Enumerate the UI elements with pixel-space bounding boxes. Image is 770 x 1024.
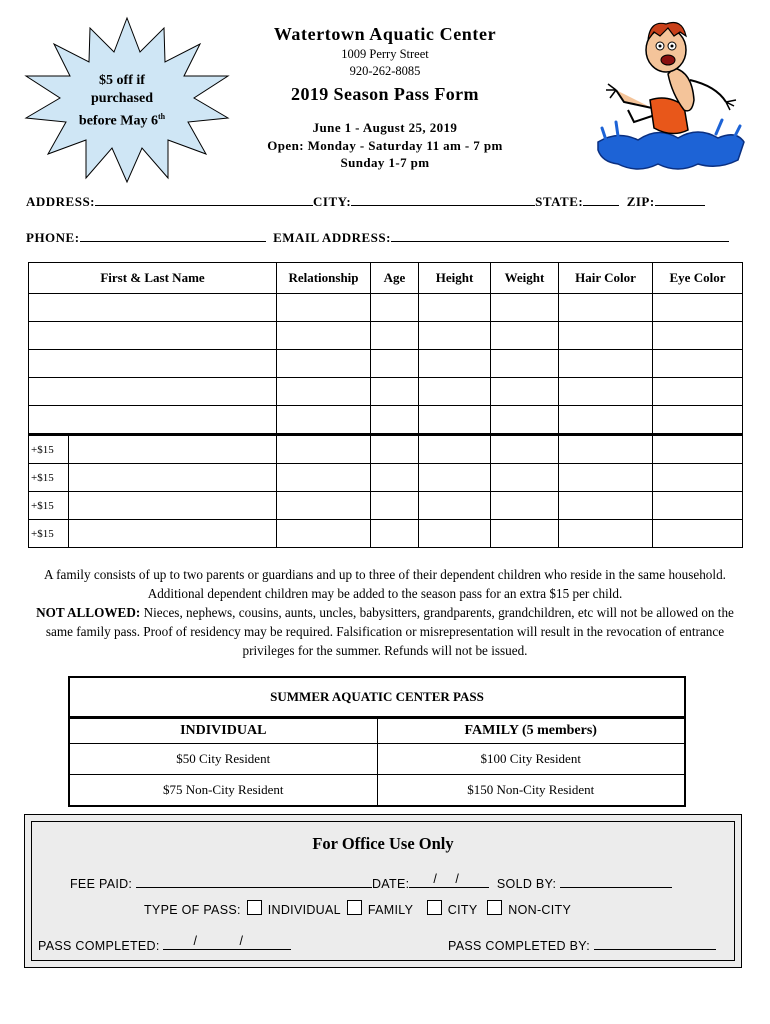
table-cell[interactable] — [371, 520, 419, 548]
table-cell[interactable] — [653, 406, 743, 435]
address-field[interactable] — [95, 192, 313, 206]
fee-paid-line — [70, 874, 672, 891]
phone-line — [26, 228, 729, 246]
table-cell[interactable] — [277, 492, 371, 520]
table-cell[interactable] — [29, 322, 277, 350]
sold-by-field[interactable] — [560, 874, 672, 888]
table-cell[interactable] — [29, 294, 277, 322]
individual-checkbox[interactable] — [247, 900, 262, 915]
fee-paid-label: FEE PAID: — [70, 877, 133, 891]
extra-fee-label: +$15 — [29, 520, 69, 548]
pass-completed-by-label: PASS COMPLETED BY: — [448, 939, 591, 953]
family-header: FAMILY (5 members) — [377, 718, 685, 744]
pass-completed-date-field[interactable]: / / — [163, 936, 291, 950]
table-cell[interactable] — [559, 350, 653, 378]
non-city-option: NON-CITY — [508, 903, 572, 917]
extra-fee-label: +$15 — [29, 464, 69, 492]
table-row — [29, 406, 743, 435]
table-cell[interactable] — [653, 294, 743, 322]
email-label: EMAIL ADDRESS: — [273, 230, 391, 245]
table-cell[interactable] — [491, 378, 559, 406]
table-cell[interactable] — [491, 406, 559, 435]
date-label: DATE: — [371, 877, 410, 891]
table-cell[interactable] — [419, 294, 491, 322]
not-allowed-label: NOT ALLOWED: — [36, 605, 141, 620]
table-cell[interactable] — [371, 435, 419, 464]
table-cell[interactable] — [277, 464, 371, 492]
phone-label: PHONE: — [26, 230, 80, 245]
individual-option: INDIVIDUAL — [267, 903, 341, 917]
table-cell[interactable] — [559, 520, 653, 548]
city-option: CITY — [447, 903, 478, 917]
non-city-checkbox[interactable] — [487, 900, 502, 915]
table-cell[interactable] — [491, 464, 559, 492]
swimmer-cartoon-icon — [588, 10, 748, 180]
table-row-extra — [29, 520, 743, 548]
table-cell[interactable] — [29, 350, 277, 378]
discount-text: $5 off if purchased before May 6th — [78, 73, 166, 129]
table-cell[interactable] — [419, 406, 491, 435]
table-row — [29, 350, 743, 378]
table-cell[interactable] — [69, 435, 277, 464]
col-header-weight: Weight — [491, 263, 559, 294]
table-cell[interactable] — [491, 520, 559, 548]
col-header-eye-color: Eye Color — [653, 263, 743, 294]
open-hours: Open: Monday - Saturday 11 am - 7 pm — [267, 138, 503, 153]
family-noncity-price: $150 Non-City Resident — [377, 775, 685, 807]
family-city-price: $100 City Resident — [377, 744, 685, 775]
org-phone: 920-262-8085 — [349, 64, 421, 78]
table-cell[interactable] — [491, 294, 559, 322]
table-cell[interactable] — [371, 322, 419, 350]
table-cell[interactable] — [277, 520, 371, 548]
individual-header: INDIVIDUAL — [69, 718, 377, 744]
table-cell[interactable] — [491, 435, 559, 464]
col-header-hair-color: Hair Color — [559, 263, 653, 294]
table-cell[interactable] — [419, 322, 491, 350]
table-cell[interactable] — [419, 378, 491, 406]
phone-field[interactable] — [80, 228, 266, 242]
table-cell[interactable] — [371, 294, 419, 322]
street-address: 1009 Perry Street — [341, 47, 429, 61]
table-cell[interactable] — [559, 294, 653, 322]
form-title: 2019 Season Pass Form — [291, 84, 479, 104]
col-header-relationship: Relationship — [277, 263, 371, 294]
table-cell[interactable] — [559, 464, 653, 492]
table-cell[interactable] — [371, 378, 419, 406]
policy-paragraph — [26, 565, 744, 660]
type-of-pass-label: TYPE OF PASS: — [144, 903, 241, 917]
col-header-height: Height — [419, 263, 491, 294]
office-use-box — [24, 814, 742, 968]
table-cell[interactable] — [653, 322, 743, 350]
table-cell[interactable] — [653, 492, 743, 520]
zip-label: ZIP: — [626, 194, 655, 209]
table-cell[interactable] — [69, 492, 277, 520]
table-cell[interactable] — [419, 492, 491, 520]
col-header-age: Age — [371, 263, 419, 294]
table-cell[interactable] — [277, 406, 371, 435]
table-cell[interactable] — [419, 464, 491, 492]
individual-noncity-price: $75 Non-City Resident — [69, 775, 377, 807]
extra-fee-label: +$15 — [29, 435, 69, 464]
table-cell[interactable] — [653, 350, 743, 378]
address-label: ADDRESS: — [26, 194, 96, 209]
table-cell[interactable] — [277, 294, 371, 322]
table-cell[interactable] — [491, 350, 559, 378]
pricing-title: SUMMER AQUATIC CENTER PASS — [69, 677, 685, 718]
family-option: FAMILY — [367, 903, 414, 917]
table-cell[interactable] — [419, 520, 491, 548]
table-row — [29, 378, 743, 406]
table-cell[interactable] — [69, 464, 277, 492]
address-line — [26, 192, 705, 210]
table-cell[interactable] — [277, 322, 371, 350]
office-title: For Office Use Only — [312, 834, 454, 853]
office-use-inner — [31, 821, 735, 961]
table-row — [29, 294, 743, 322]
table-cell[interactable] — [69, 520, 277, 548]
fee-paid-field[interactable] — [136, 874, 372, 888]
table-cell[interactable] — [371, 464, 419, 492]
family-definition: A family consists of up to two parents or guardians and up to three of their dependent children who reside in the same household. Additional dependent children may be added to the season pass for an extra $15 per child. — [44, 567, 726, 601]
city-label: CITY: — [313, 194, 352, 209]
org-name: Watertown Aquatic Center — [273, 24, 497, 44]
col-header-name: First & Last Name — [29, 263, 277, 294]
type-of-pass-line — [144, 900, 571, 917]
table-cell[interactable] — [491, 492, 559, 520]
table-cell[interactable] — [371, 350, 419, 378]
state-field[interactable] — [583, 192, 619, 206]
sunday-hours: Sunday 1-7 pm — [340, 155, 430, 170]
email-field[interactable] — [391, 228, 729, 242]
table-cell[interactable] — [277, 350, 371, 378]
members-table — [28, 262, 743, 548]
city-field[interactable] — [351, 192, 535, 206]
table-row-extra — [29, 435, 743, 464]
table-cell[interactable] — [29, 378, 277, 406]
table-row-extra — [29, 492, 743, 520]
table-cell[interactable] — [559, 492, 653, 520]
table-cell[interactable] — [559, 378, 653, 406]
table-cell[interactable] — [653, 378, 743, 406]
zip-field[interactable] — [655, 192, 705, 206]
family-checkbox[interactable] — [347, 900, 362, 915]
season-dates: June 1 - August 25, 2019 — [312, 120, 458, 135]
date-field[interactable]: / / — [409, 874, 489, 888]
table-cell[interactable] — [491, 322, 559, 350]
table-cell[interactable] — [653, 520, 743, 548]
state-label: STATE: — [535, 194, 584, 209]
not-allowed-text: Nieces, nephews, cousins, aunts, uncles, babysitters, grandparents, grandchildren, etc will not be allowed on the same family pass. Proof of residency may be required. Falsification or misrepresentation will result in the revocation of entrance privileges for the summer. Refunds will not be issued. — [45, 605, 734, 658]
table-cell[interactable] — [653, 464, 743, 492]
table-cell[interactable] — [277, 378, 371, 406]
table-cell[interactable] — [419, 350, 491, 378]
sold-by-label: SOLD BY: — [496, 877, 557, 891]
pass-completed-by-field[interactable] — [594, 936, 716, 950]
table-cell[interactable] — [371, 492, 419, 520]
individual-city-price: $50 City Resident — [69, 744, 377, 775]
pass-completed-label: PASS COMPLETED: — [38, 939, 160, 953]
table-cell[interactable] — [371, 406, 419, 435]
table-cell[interactable] — [419, 435, 491, 464]
table-cell[interactable] — [559, 406, 653, 435]
table-row — [29, 322, 743, 350]
extra-fee-label: +$15 — [29, 492, 69, 520]
table-cell[interactable] — [559, 435, 653, 464]
table-cell[interactable] — [559, 322, 653, 350]
table-cell[interactable] — [29, 406, 277, 435]
pricing-table — [68, 676, 686, 807]
pass-completed-by-line — [448, 936, 716, 953]
pass-completed-line — [38, 936, 291, 953]
city-checkbox[interactable] — [427, 900, 442, 915]
table-row-extra — [29, 464, 743, 492]
table-cell[interactable] — [653, 435, 743, 464]
table-cell[interactable] — [277, 435, 371, 464]
